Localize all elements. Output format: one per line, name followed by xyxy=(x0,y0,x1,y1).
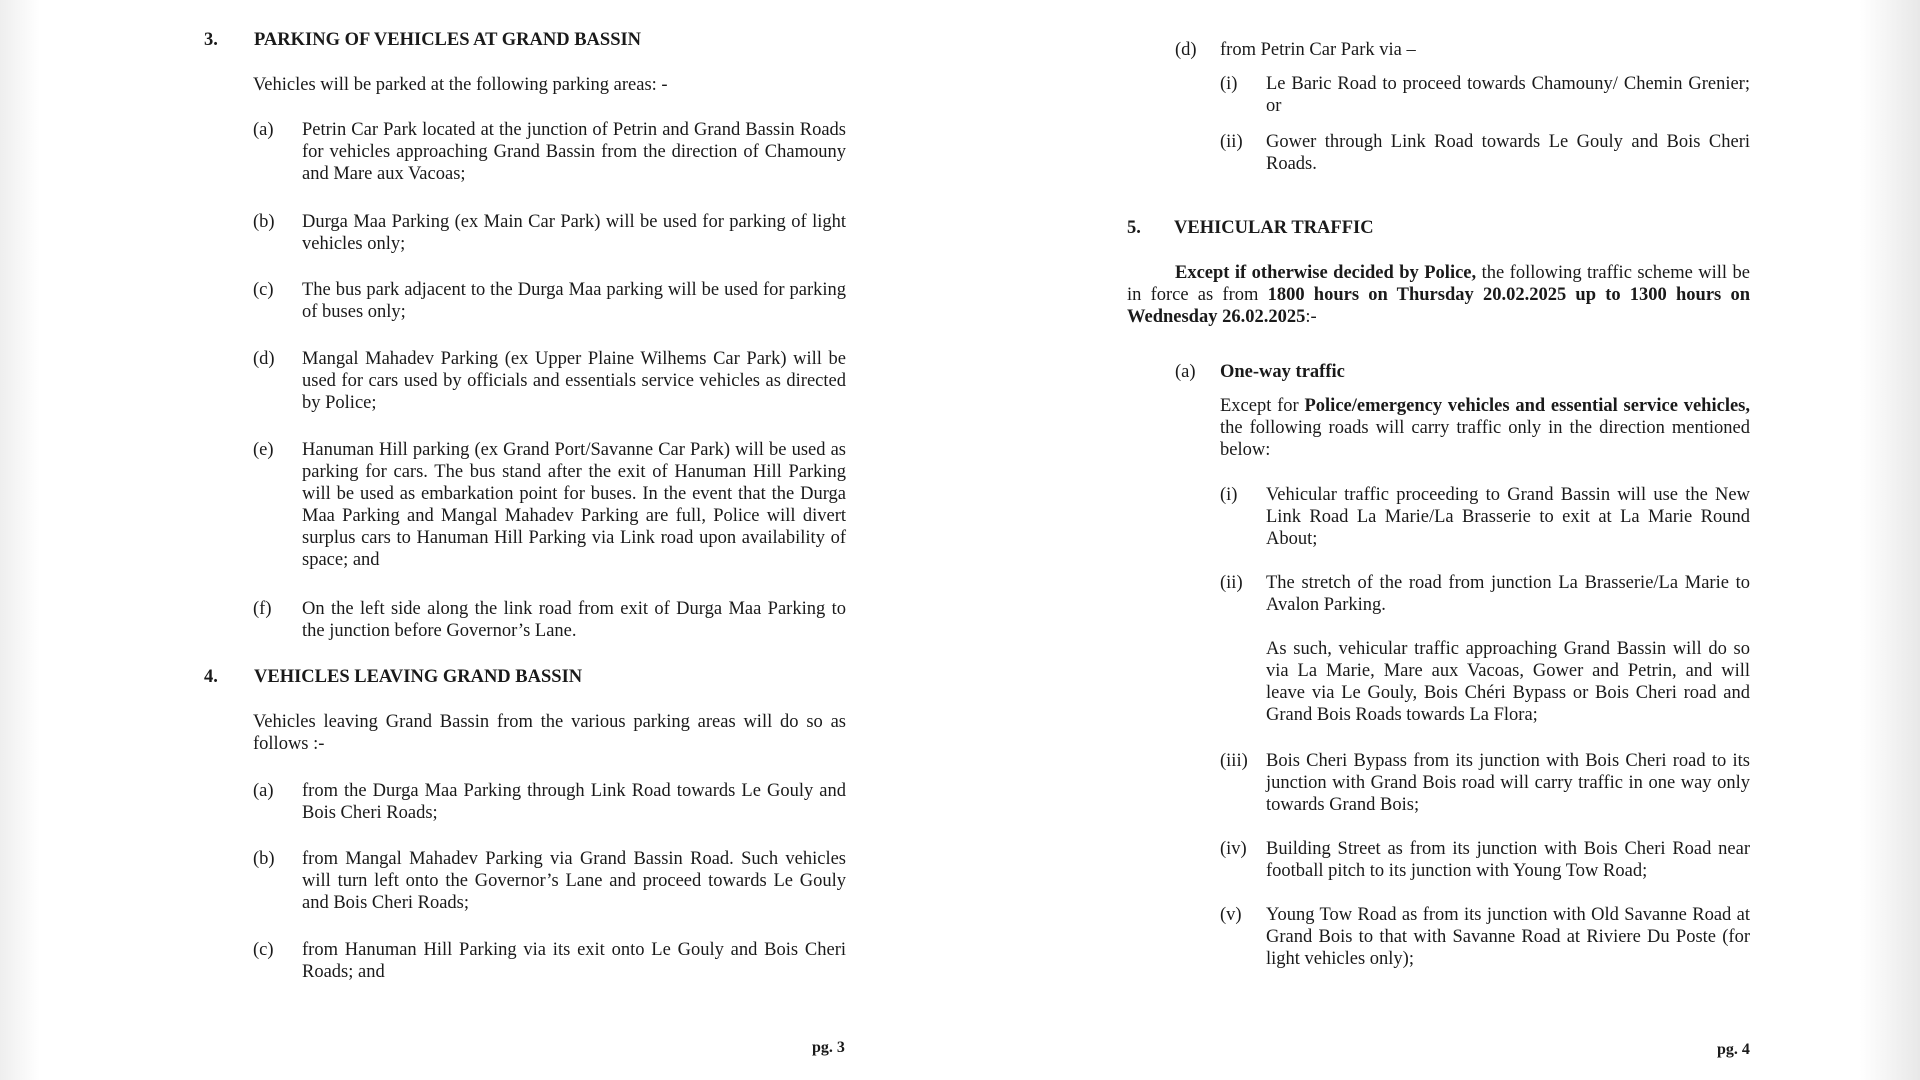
item-label: (a) xyxy=(253,120,274,140)
section-5-intro xyxy=(1127,262,1750,328)
list-item: Building Street as from its junction with Bois Cheri Road near football pitch to its junction with Young Tow Road; xyxy=(1266,839,1750,881)
list-item: Gower through Link Road towards Le Gouly and Bois Cheri Roads. xyxy=(1266,132,1750,174)
list-item: Mangal Mahadev Parking (ex Upper Plaine Wilhems Car Park) will be used for cars used by officials and essentials service vehicles as directed by Police; xyxy=(302,349,846,413)
item-label: (i) xyxy=(1220,485,1238,505)
list-item: from Hanuman Hill Parking via its exit onto Le Gouly and Bois Cheri Roads; and xyxy=(302,940,846,982)
section-4-heading xyxy=(204,666,724,688)
item-label: (iii) xyxy=(1220,751,1248,771)
section-title: VEHICULAR TRAFFIC xyxy=(1174,218,1374,238)
intro-bold-text: Except if otherwise decided by Police, xyxy=(1175,263,1477,283)
section-title: PARKING OF VEHICLES AT GRAND BASSIN xyxy=(254,30,642,50)
document-page-4 xyxy=(1000,0,1920,1080)
section-3-heading xyxy=(204,29,724,51)
item-label: (i) xyxy=(1220,74,1238,94)
list-item: Le Baric Road to proceed towards Chamouny/ Chemin Grenier; or xyxy=(1266,74,1750,116)
list-item: Vehicular traffic proceeding to Grand Bassin will use the New Link Road La Marie/La Brasserie to exit at La Marie Round About; xyxy=(1266,485,1750,549)
list-item: Durga Maa Parking (ex Main Car Park) will be used for parking of light vehicles only; xyxy=(302,212,846,254)
item-label: (c) xyxy=(253,940,274,960)
intro-text: Except for xyxy=(1220,396,1305,416)
section-4-intro: Vehicles leaving Grand Bassin from the various parking areas will do so as follows :- xyxy=(253,712,846,754)
page-number: pg. 4 xyxy=(1717,1041,1750,1058)
item-label: (e) xyxy=(253,440,274,460)
list-item: The stretch of the road from junction La Brasserie/La Marie to Avalon Parking. xyxy=(1266,573,1750,615)
list-item: Young Tow Road as from its junction with Old Savanne Road at Grand Bois to that with Savanne Road at Riviere Du Poste (for light vehicles only); xyxy=(1266,905,1750,969)
item-label: (a) xyxy=(253,781,274,801)
subsection-title: One-way traffic xyxy=(1220,362,1345,382)
list-item: from Mangal Mahadev Parking via Grand Bassin Road. Such vehicles will turn left onto the Governor’s Lane and proceed towards Le Gouly and Bois Cheri Roads; xyxy=(302,849,846,913)
item-label: (ii) xyxy=(1220,573,1243,593)
list-item: As such, vehicular traffic approaching Grand Bassin will do so via La Marie, Mare aux Vacoas, Gower and Petrin, and will leave via Le Gouly, Bois Chéri Bypass or Bois Cheri road and Grand Bois Roads towards La Flora; xyxy=(1266,639,1750,725)
section-number: 3. xyxy=(204,30,218,50)
subsection-intro xyxy=(1220,395,1750,461)
intro-bold-text: Police/emergency vehicles and essential service vehicles, xyxy=(1304,396,1750,416)
item-label: (d) xyxy=(1175,40,1197,60)
list-item: Petrin Car Park located at the junction of Petrin and Grand Bassin Roads for vehicles approaching Grand Bassin from the direction of Chamouny and Mare aux Vacoas; xyxy=(302,120,846,184)
intro-text: the following traffic scheme will be in force as from xyxy=(1127,263,1750,305)
list-item: Hanuman Hill parking (ex Grand Port/Savanne Car Park) will be used as parking for cars. The bus stand after the exit of Hanuman Hill Parking will be used as embarkation point for buses. In the event that the Durga Maa Parking and Mangal Mahadev Parking are full, Police will divert surplus cars to Hanuman Hill Parking via Link road upon availability of space; and xyxy=(302,440,846,570)
intro-bold-date: 1800 hours on Thursday 20.02.2025 up to 1300 hours on Wednesday 26.02.2025 xyxy=(1127,285,1750,327)
section-3-intro: Vehicles will be parked at the following parking areas: - xyxy=(253,75,668,95)
item-label: (iv) xyxy=(1220,839,1247,859)
section-title: VEHICLES LEAVING GRAND BASSIN xyxy=(254,667,583,687)
list-item: from the Durga Maa Parking through Link Road towards Le Gouly and Bois Cheri Roads; xyxy=(302,781,846,823)
list-item: Bois Cheri Bypass from its junction with Bois Cheri road to its junction with Grand Bois road will carry traffic in one way only towards Grand Bois; xyxy=(1266,751,1750,815)
item-label: (a) xyxy=(1175,362,1196,382)
list-item: from Petrin Car Park via – xyxy=(1220,40,1416,60)
item-label: (d) xyxy=(253,349,275,369)
item-label: (f) xyxy=(253,599,272,619)
list-item: On the left side along the link road from exit of Durga Maa Parking to the junction before Governor’s Lane. xyxy=(302,599,846,641)
intro-text: :- xyxy=(1305,307,1317,327)
item-label: (b) xyxy=(253,212,275,232)
item-label: (ii) xyxy=(1220,132,1243,152)
page-edge-shadow xyxy=(1860,0,1920,1080)
page-number: pg. 3 xyxy=(812,1039,845,1056)
section-5-heading xyxy=(1127,217,1627,239)
list-item: The bus park adjacent to the Durga Maa parking will be used for parking of buses only; xyxy=(302,280,846,322)
page-edge-shadow xyxy=(0,0,40,1080)
item-label: (b) xyxy=(253,849,275,869)
section-number: 4. xyxy=(204,667,218,687)
item-label: (v) xyxy=(1220,905,1242,925)
section-number: 5. xyxy=(1127,218,1141,238)
intro-text: the following roads will carry traffic only in the direction mentioned below: xyxy=(1220,418,1750,460)
item-label: (c) xyxy=(253,280,274,300)
